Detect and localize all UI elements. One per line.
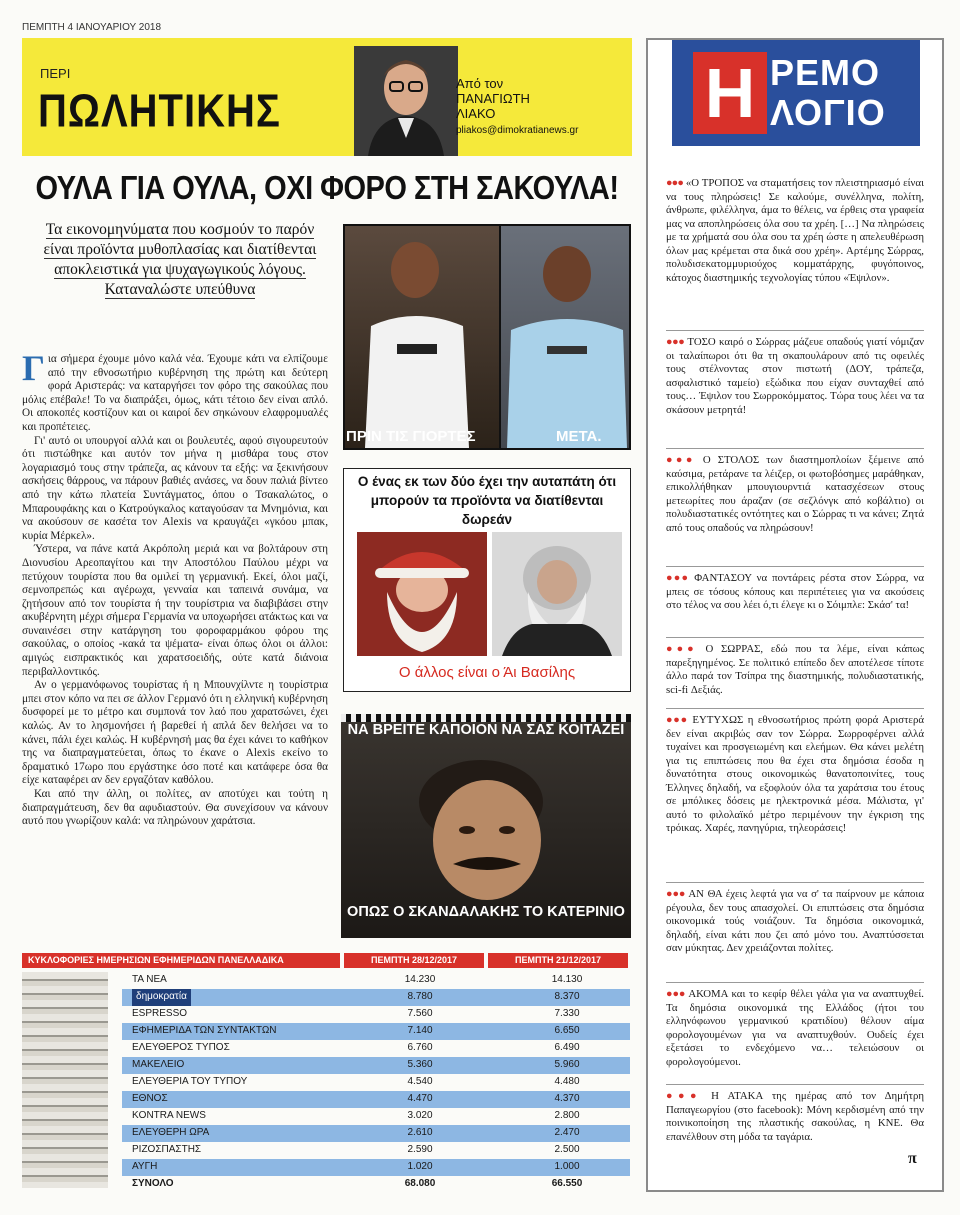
author-line2: ΠΑΝΑΓΙΩΤΗ	[456, 91, 530, 106]
row-value-a: 4.470	[407, 1093, 433, 1104]
table-row	[122, 1006, 630, 1023]
divider	[666, 448, 924, 449]
marx-photo	[492, 532, 622, 656]
table-row	[122, 1142, 630, 1159]
article-body	[22, 348, 328, 829]
row-value-a: 1.020	[407, 1161, 433, 1172]
diary-item-text: Ο ΣΩΡΡΑΣ, εδώ που τα λέμε, είναι κάπως παρεξηγημένος. Σε πολιτικό επίπεδο δεν αποτέλεσε τίποτε άλλο παρά τον Τσίπρα της διαστημικής, πολυδιαστατικής, sci-fi Δεξιάς.	[666, 643, 924, 696]
bullet-dots: ●●●	[666, 336, 685, 348]
row-value-a: 6.760	[407, 1042, 433, 1053]
row-name: ΕΦΗΜΕΡΙΔΑ ΤΩΝ ΣΥΝΤΑΚΤΩΝ	[132, 1025, 277, 1036]
row-value-a: 5.360	[407, 1059, 433, 1070]
row-value-a: 2.590	[407, 1144, 433, 1155]
row-value-b: 5.960	[554, 1059, 580, 1070]
row-value-b: 4.480	[554, 1076, 580, 1087]
row-value-b: 8.370	[554, 991, 580, 1002]
table-col-b-header: ΠΕΜΠΤΗ 21/12/2017	[488, 953, 628, 968]
bullet-dots: ●●●	[666, 177, 684, 189]
article-paragraph-4: Αν ο γερμανόφωνος τουρίστας ή η Μπουνχίλντε η τουρίστρια μπει στον κόπο να πει σε άλλον Γερμανό ότι η ελληνική κυβέρνηση δυσφορεί με το μέτρο και συμπονά τον λαό που χαρατσώνει, έχει καλώς. Αν το λησμονήσει ή βαρεθεί ή απλά δεν θελήσει να το κάνει, πάλι έχει καλώς. Η κυβέρνησή μας θα έχει κάνει το καθήκον της να διαπραγματεύεται, όπως το έκανε ο Alexis εκείνο το δραματικό 17ωρο που εργάστηκε όσο ποτέ και κατάφερε όσα θα είχε καταφέρει αν δεν εργαζόταν καθόλου.	[22, 679, 328, 787]
row-value-b: 4.370	[554, 1093, 580, 1104]
row-value-b: 6.650	[554, 1025, 580, 1036]
article-paragraph-1	[22, 348, 328, 435]
row-name: ΕΛΕΥΘΕΡΙΑ ΤΟΥ ΤΥΠΟΥ	[132, 1076, 248, 1087]
row-name: δημοκρατία	[132, 989, 191, 1006]
filmstrip-top	[341, 714, 631, 722]
row-value-a: 7.560	[407, 1008, 433, 1019]
row-value-b: 66.550	[551, 1178, 583, 1189]
meme-bottom-text: ΟΠΩΣ Ο ΣΚΑΝΔΑΛΑΚΗΣ ΤΟ ΚΑΤΕΡΙΝΙΟ	[347, 904, 625, 920]
santa-photo	[357, 532, 487, 656]
table-total-row	[122, 1176, 630, 1193]
table-row	[122, 972, 630, 989]
table-row	[122, 1057, 630, 1074]
author-byline	[456, 76, 530, 121]
row-name: ΣΥΝΟΛΟ	[132, 1178, 174, 1189]
diary-item	[666, 643, 924, 697]
table-row	[122, 1023, 630, 1040]
table-row	[122, 1091, 630, 1108]
divider	[666, 708, 924, 709]
article-headline: ΟΥΛΑ ΓΙΑ ΟΥΛΑ, ΟΧΙ ΦΟΡΟ ΣΤΗ ΣΑΚΟΥΛΑ!	[35, 170, 619, 207]
row-value-b: 2.800	[554, 1110, 580, 1121]
row-value-b: 7.330	[554, 1008, 580, 1019]
before-caption: ΠΡΙΝ ΤΙΣ ΓΙΟΡΤΕΣ	[346, 428, 476, 445]
row-name: ΜΑΚΕΛΕΙΟ	[132, 1059, 185, 1070]
article-paragraph-2: Γι' αυτό οι υπουργοί αλλά και οι βουλευτές, αφού σιγουρευτούν ότι πιστώθηκε και αυτόν τον μήνα η μισθάρα τους στον λογαριασμό τους στην τράπεζα, ας κάνουν τα εξής: να ξεκινήσουν ασκήσεις θάρρους, να πάρουν βαθιές ανάσες, να δουν παλιά βίντεο από την κάτω πλατεία Συντάγματος, όπου ο Τσακαλώτος, ο Μπαρουφάκης και ο Κατρούγκαλος καταγούσαν τα Μνημόνια, και να ακούσουν σε κασέτα τον Alexis να κραυγάζει «γκόου μπακ, κυρία Μέρκελ».	[22, 434, 328, 542]
bullet-dots: ●●●	[666, 643, 698, 655]
row-value-b: 14.130	[551, 974, 583, 985]
row-value-a: 68.080	[404, 1178, 436, 1189]
row-value-a: 3.020	[407, 1110, 433, 1121]
diary-item-text: ΕΥΤΥΧΩΣ η εθνοσωτήριος πρώτη φορά Αριστερά δεν είναι ακριβώς σαν τον Σώρρα. Σωρροφέρνει αλλά τυχαίνει και προσγειωμένη και ελεήμων. Θα κάνει μελέτη για τις επιπτώσεις που θα έχει στα δημόσια έσοδα η δυνατότητα στους οικονομικώς θανατοποινίτες, τους Έλληνες δηλαδή, να εξοφλούν όλα τα χαράτσια του έτους σε μπόλικες δόσεις με ηλεκτρονικά μέσα. Μάλιστα, γι' αυτό το φιλολαϊκό μέτρο περιμένουν την έγκριση της τρόικας. Χαρές, πανηγύρια, τηλεοράσεις!	[666, 714, 925, 834]
diary-item	[666, 988, 924, 1069]
row-value-a: 14.230	[404, 974, 436, 985]
disclaimer-text: Τα εικονομηνύματα που κοσμούν το παρόν είναι προϊόντα μυθοπλασίας και διατίθενται αποκλειστικά για ψυχαγωγικούς λόγους. Καταναλώστε υπεύθυνα	[43, 221, 317, 298]
santa-marx-caption: Ο άλλος είναι ο Άι Βασίλης	[398, 664, 576, 681]
row-value-a: 2.610	[407, 1127, 433, 1138]
bullet-dots: ●●●	[666, 454, 696, 466]
newspaper-stack-image	[22, 972, 108, 1188]
before-photo	[345, 226, 499, 448]
disclaimer	[30, 220, 330, 300]
column-title: ΠΩΛΗΤΙΚΗΣ	[38, 86, 281, 137]
row-value-b: 6.490	[554, 1042, 580, 1053]
drop-cap: Γ	[22, 348, 45, 388]
row-value-b: 2.500	[554, 1144, 580, 1155]
diary-item-text: «Ο ΤΡΟΠΟΣ να σταματήσεις τον πλειστηριασμό είναι να τους πληρώσεις! Σε καλούμε, συνέλληνα, πολίτη, άνθρωπε, φιλέλληνα, άμα το θέλεις, να έρθεις στα γραφεία μας να αποπληρώσεις όλα σου τα χρέη. […] Να πληρώσεις με τα χρήματά σου όλα σου τα χρέη ώστε η απελευθέρωση όλων μας κρέμεται στα δικά σου χρέη». Αρτέμης Σώρρας, πολυδισεκατομμυριούχος κομματάρχης, φυγόποινος, κάτοχος διαστημικής τεχνολογίας τύπου «Έψιλον».	[666, 177, 924, 284]
diary-item-text: ΑΝ ΘΑ έχεις λεφτά για να σ' τα παίρνουν με κάποια ρέγουλα, δεν τους απασχολεί. Οι επιπτώσεις στα δημόσια οικονομικά τούς νοιάζουν. Τα δημόσια οικονομικά, δηλαδή, είναι κάτι που ζει από μόνο του. Αναπτύσσεται σαν μύκητας. Δεν χρειάζονται πολίτες.	[666, 888, 924, 954]
divider	[666, 330, 924, 331]
diary-item	[666, 572, 924, 613]
diary-item-text: ΦΑΝΤΑΣΟΥ να ποντάρεις ρέστα στον Σώρρα, να μπεις σε τόσους κόπους και περιπέτειες για να ακούσεις στο τέλος να σου λέει ό,τι έλεγε κι ο Σόιμπλε: Σκάσ' τα!	[666, 572, 924, 611]
row-value-b: 1.000	[554, 1161, 580, 1172]
meme-top-text: ΝΑ ΒΡΕΙΤΕ ΚΑΠΟΙΟΝ ΝΑ ΣΑΣ ΚΟΙΤΑΖΕΙ	[347, 722, 625, 738]
diary-item-text: Η ΑΤΑΚΑ της ημέρας από τον Δημήτρη Παπαγεωργίου (στο facebook): Μόνη κερδισμένη από την ποινικοποίηση της πλαστικής σακούλας, η ΚΝΕ. Θα επανέλθουν στη μόδα τα ταγάρια.	[666, 1090, 924, 1143]
after-photo	[501, 226, 629, 448]
diary-item	[666, 336, 924, 417]
author-photo	[354, 46, 458, 156]
row-value-a: 7.140	[407, 1025, 433, 1036]
column-peri: ΠΕΡΙ	[40, 66, 71, 81]
row-name: ESPRESSO	[132, 1008, 188, 1019]
row-name: KONTRA NEWS	[132, 1110, 206, 1121]
divider	[666, 566, 924, 567]
author-line1: Από τον	[456, 76, 504, 91]
santa-marx-title: Ο ένας εκ των δύο έχει την αυταπάτη ότι μπορούν τα προϊόντα να διατίθενται δωρεάν	[357, 474, 617, 527]
diary-item	[666, 1090, 924, 1144]
bullet-dots: ●●●	[666, 1090, 702, 1102]
table-row	[122, 1040, 630, 1057]
diary-item	[666, 454, 924, 535]
author-sign: π	[908, 1150, 917, 1167]
diary-item	[666, 888, 924, 956]
diary-logo-h: Η	[693, 52, 767, 134]
table-row	[122, 1108, 630, 1125]
diary-logo-line1: ΡΕΜΟ	[770, 52, 881, 93]
diary-item-text: Ο ΣΤΟΛΟΣ των διαστημοπλοίων ξέμεινε από καύσιμα, ρετάρανε τα λέιζερ, οι φωτοβόσημες μαράθηκαν, επικολλήθηκαν μπουγιουρντιά κατασχέσεων στους μετεωρίτες που άραζαν (σε σεζλόνγκ από κοβάλτιο) οι πολυδιαστατικές οντότητες και ο Σώρρας τι να κάνει; Ζητά από τους οπαδούς να πληρώσουν!	[666, 454, 924, 534]
row-name: ΕΛΕΥΘΕΡΟΣ ΤΥΠΟΣ	[132, 1042, 230, 1053]
table-row	[122, 1074, 630, 1091]
table-row	[122, 989, 630, 1006]
divider	[666, 982, 924, 983]
table-col-a-header: ΠΕΜΠΤΗ 28/12/2017	[344, 953, 484, 968]
issue-date: ΠΕΜΠΤΗ 4 ΙΑΝΟΥΑΡΙΟΥ 2018	[22, 22, 162, 33]
p1-text: ια σήμερα έχουμε μόνο καλά νέα. Έχουμε κάτι να ελπίζουμε από την εθνοσωτήριο κυβέρνηση της πρώτη και δεύτερη φορά Αριστεράς: να καταργήσει τον φόρο της σακούλας που μόλις επέβαλε! Το να διαπράξει, όμως, κάτι τέτοιο δεν είναι απλό. Οι αποκοπές κοστίζουν και οι καιροί δεν σηκώνουν ελαφρομυαλές και προπέτειες.	[22, 353, 328, 433]
table-row	[122, 1125, 630, 1142]
bullet-dots: ●●●	[666, 988, 686, 1000]
article-paragraph-3: Ύστερα, να πάνε κατά Ακρόπολη μεριά και να βολτάρουν στη Διονυσίου Αρεοπαγίτου και την Αποστόλου Παύλου μέχρι να πετύχουν τουρίστα που θα ομιλεί τη γερμανική. Εκεί, όλοι μαζί, σεμνοπρεπώς και αγέρωχα, γενναία και ταπεινά συνάμα, να ζητήσουν από τον τουρίστα ή την τουρίστρια να διαβιβάσει στην ακυβέρνητη μέχρι σήμερα Γερμανία να υποχωρήσει ατάκτως και να συναινέσει στην κατάργηση του φοροφαρμάκου φόρου της σακούλας, ο οποίος -κακά τα ψέματα- είναι όπως όλοι οι άλλοι: αμιγώς εισπρακτικός και χαρατσοειδής, ούτε κατά διάνοια περιβαλλοντικός.	[22, 543, 328, 678]
bullet-dots: ●●●	[666, 572, 690, 584]
row-name: ΕΘΝΟΣ	[132, 1093, 168, 1104]
row-name: ΡΙΖΟΣΠΑΣΤΗΣ	[132, 1144, 202, 1155]
diary-item	[666, 714, 924, 836]
table-title: ΚΥΚΛΟΦΟΡΙΕΣ ΗΜΕΡΗΣΙΩΝ ΕΦΗΜΕΡΙΔΩΝ ΠΑΝΕΛΛΑΔΙΚΑ	[22, 953, 340, 968]
row-value-b: 2.470	[554, 1127, 580, 1138]
table-row	[122, 1159, 630, 1176]
after-caption: ΜΕΤΑ.	[556, 428, 602, 445]
row-value-a: 8.780	[407, 991, 433, 1002]
row-name: ΤΑ ΝΕΑ	[132, 974, 167, 985]
divider	[666, 882, 924, 883]
author-email: pliakos@dimokratianews.gr	[456, 125, 579, 136]
author-line3: ΛΙΑΚΟ	[456, 106, 496, 121]
divider	[666, 637, 924, 638]
row-value-a: 4.540	[407, 1076, 433, 1087]
diary-item-text: ΑΚΟΜΑ και το κεφίρ θέλει γάλα για να αναπτυχθεί. Τα δημόσια οικονομικά της Ελλάδος (ήτοι του ελληνόφωνου γερμανικού κρατιδίου) θέλουν αίμα φορολογουμένων για να αναπτυχθούν. Ουδείς έχει εξετάσει το ενδεχόμενο να… τελειώσουν οι φορολογούμενοι.	[666, 988, 924, 1068]
diary-item	[666, 177, 924, 285]
row-name: ΑΥΓΗ	[132, 1161, 158, 1172]
diary-item-text: ΤΟΣΟ καιρό ο Σώρρας μάζευε οπαδούς γιατί νόμιζαν οι ταλαίπωροι ότι θα τη σκαπουλάρουν από τις οφειλές τους στέλνοντας στον πιστωτή (ΔΟΥ, τράπεζα, ασφαλιστικό ταμείο) εξώδικα που είχαν συνταχθεί από τους… Έψιλον του Σωρροκόμματος. Τώρα τους λέει να τα σκάσουν μετρητά!	[666, 336, 924, 416]
article-paragraph-5: Και από την άλλη, οι πολίτες, αν αποτύχει και τούτη η διαπραγμάτευση, δεν θα αφυδιαστούν. Θα συνεχίσουν να κάνουν αυτό που γνωρίζουν καλά: να πληρώνουν χαράτσια.	[22, 788, 328, 828]
bullet-dots: ●●●	[666, 888, 686, 900]
bullet-dots: ●●●	[666, 714, 688, 726]
diary-logo-line2: ΛΟΓΙΟ	[770, 92, 886, 133]
row-name: ΕΛΕΥΘΕΡΗ ΩΡΑ	[132, 1127, 210, 1138]
divider	[666, 1084, 924, 1085]
